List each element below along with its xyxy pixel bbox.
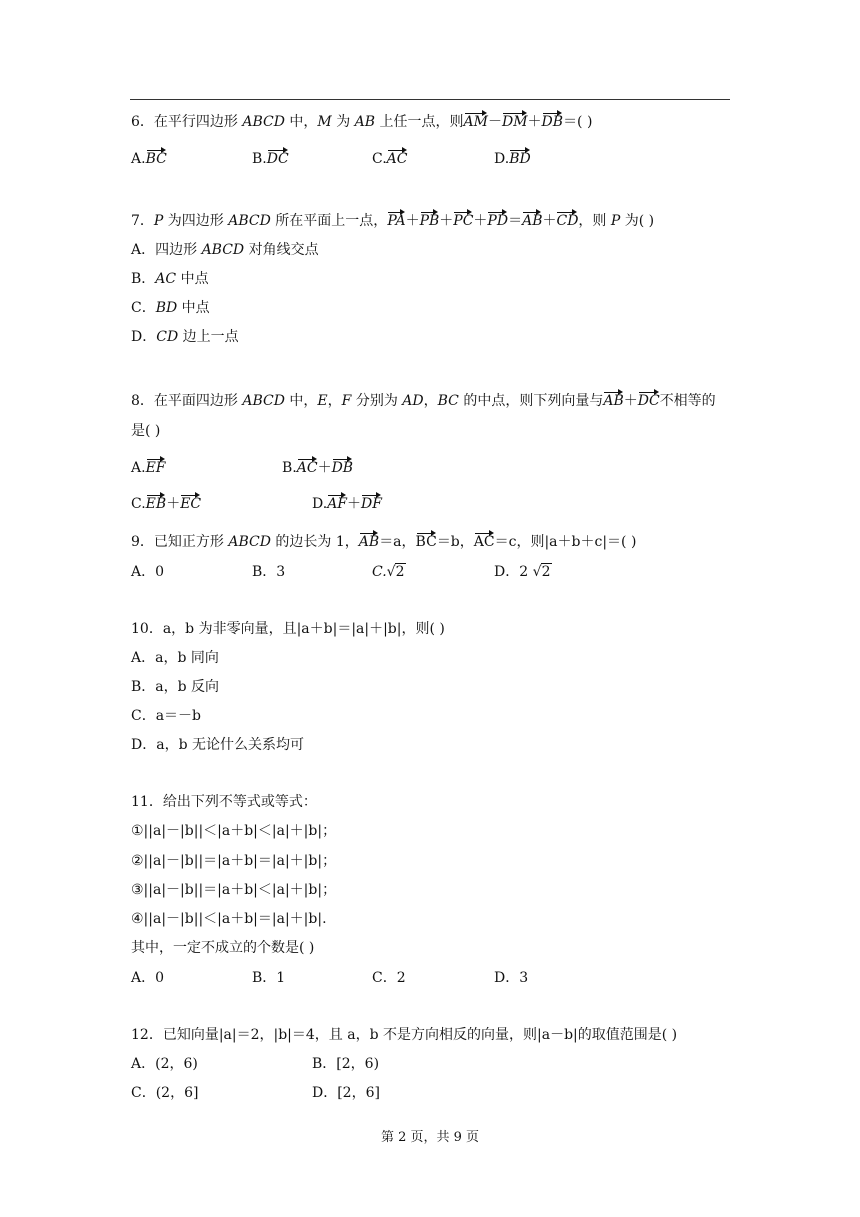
option-var: AC <box>155 271 177 287</box>
q6-text: 中， <box>284 114 318 130</box>
q8-var: AD <box>402 393 424 409</box>
vector-ac: AC <box>473 534 495 550</box>
q8-var: F <box>341 393 352 409</box>
operator: ＋ <box>542 213 557 229</box>
q10-option-d[interactable]: D．a，b 无论什么关系均可 <box>131 737 304 753</box>
option-label: A．四边形 <box>131 242 202 258</box>
option-label: A. <box>131 460 146 476</box>
q12-option-a[interactable]: A．(2，6) <box>131 1056 198 1072</box>
q8-text: 中， <box>284 393 318 409</box>
operator: ＋ <box>347 496 362 512</box>
option-label: B． <box>131 271 156 287</box>
q9-text: 的边长为 1， <box>270 534 359 550</box>
option-label: C. <box>372 564 387 580</box>
option-var: BD <box>155 300 178 316</box>
vector-am: AM <box>463 114 488 130</box>
option-label: C. <box>372 151 387 167</box>
header-rule <box>130 99 730 100</box>
q11-item-3: ③||a|－|b||＝|a＋b|＜|a|＋|b|； <box>131 882 337 898</box>
q8-option-c[interactable] <box>131 494 201 514</box>
q7-var: ABCD <box>228 213 271 229</box>
question-9-stem <box>131 532 636 552</box>
option-label: C． <box>131 300 156 316</box>
operator: ＋ <box>473 213 488 229</box>
q7-option-b[interactable] <box>131 269 209 289</box>
q7-text: 为四边形 <box>163 213 229 229</box>
vector: BC <box>145 151 167 167</box>
option-label: D．2 <box>494 564 533 580</box>
q11-option-d[interactable]: D．3 <box>494 970 529 986</box>
page-footer: 第 2 页，共 9 页 <box>380 1130 480 1145</box>
operator: ＋ <box>527 114 542 130</box>
operator: ＋ <box>623 393 638 409</box>
option-label: D． <box>131 329 157 345</box>
vector: DF <box>361 496 382 512</box>
vector-pc: PC <box>453 213 474 229</box>
vector-pb: PB <box>419 213 440 229</box>
operator: － <box>487 114 502 130</box>
q8-option-d[interactable] <box>312 494 382 514</box>
radicand: 2 <box>541 564 551 580</box>
sqrt-symbol <box>387 562 406 582</box>
q8-text: ， <box>423 393 438 409</box>
question-6-stem <box>131 112 592 132</box>
q7-option-a[interactable] <box>131 240 319 260</box>
q12-option-c[interactable]: C．(2，6] <box>131 1085 199 1101</box>
q11-question: 其中，一定不成立的个数是( ) <box>131 940 315 956</box>
question-12-stem: 12．已知向量|a|＝2，|b|＝4，且 a，b 不是方向相反的向量，则|a－b|的取值范围是( ) <box>131 1027 678 1043</box>
option-label: A. <box>131 151 146 167</box>
option-label: D. <box>494 151 510 167</box>
q11-item-2: ②||a|－|b||＝|a＋b|＝|a|＋|b|； <box>131 853 337 869</box>
q6-option-a[interactable] <box>131 149 167 169</box>
q9-text: ＝c，则|a＋b＋c|＝( ) <box>494 534 637 550</box>
q7-text: 所在平面上一点， <box>270 213 388 229</box>
q9-text: 9．已知正方形 <box>131 534 229 550</box>
q8-text: 的中点，则下列向量与 <box>458 393 604 409</box>
option-label: C. <box>131 496 146 512</box>
vector-dm: DM <box>501 114 528 130</box>
vector: AF <box>327 496 348 512</box>
q9-text: ＝a， <box>379 534 416 550</box>
q8-option-b[interactable] <box>282 458 353 478</box>
q9-text: ＝b， <box>436 534 474 550</box>
q6-var: ABCD <box>242 114 285 130</box>
q6-var: AB <box>354 114 376 130</box>
option-text: 对角线交点 <box>244 242 319 258</box>
vector-ab: AB <box>358 534 380 550</box>
q8-stem-line2: 是( ) <box>131 423 161 439</box>
q11-item-4: ④||a|－|b||＜|a＋b|＝|a|＋|b|. <box>131 911 327 927</box>
q7-text: ，则 <box>578 213 611 229</box>
vector: EC <box>180 496 202 512</box>
q6-text: 6．在平行四边形 <box>131 114 243 130</box>
vector-ab: AB <box>603 393 624 409</box>
vector: BD <box>509 151 531 167</box>
operator: ＋ <box>317 460 332 476</box>
q6-text: 为 <box>331 114 355 130</box>
q9-option-c[interactable] <box>372 562 406 582</box>
q6-option-d[interactable] <box>494 149 531 169</box>
option-label: B. <box>252 151 267 167</box>
question-10-stem: 10．a，b 为非零向量，且|a＋b|＝|a|＋|b|，则( ) <box>131 621 445 637</box>
vector-dc: DC <box>637 393 660 409</box>
q9-option-a[interactable]: A．0 <box>131 564 165 580</box>
vector-ab: AB <box>522 213 543 229</box>
option-var: ABCD <box>201 242 245 258</box>
q12-option-b[interactable]: B．[2，6) <box>312 1056 380 1072</box>
option-text: 边上一点 <box>178 329 239 345</box>
operator: ＋ <box>166 496 181 512</box>
q10-option-a[interactable]: A．a，b 同向 <box>131 650 219 666</box>
q6-text: ＝( ) <box>563 114 593 130</box>
operator: ＝ <box>508 213 523 229</box>
q8-var: BC <box>437 393 459 409</box>
q9-var: ABCD <box>228 534 271 550</box>
q9-option-d[interactable] <box>494 562 552 582</box>
vector-db: DB <box>541 114 564 130</box>
option-label: D. <box>312 496 328 512</box>
option-var: CD <box>156 329 179 345</box>
q6-option-b[interactable] <box>252 149 289 169</box>
operator: ＋ <box>439 213 454 229</box>
q11-option-c[interactable]: C．2 <box>372 970 406 986</box>
q8-var: ABCD <box>242 393 285 409</box>
q6-option-c[interactable] <box>372 149 408 169</box>
sqrt-symbol <box>533 562 552 582</box>
q11-option-a[interactable]: A．0 <box>131 970 165 986</box>
q12-option-d[interactable]: D．[2，6] <box>312 1085 380 1101</box>
q6-text: 上任一点，则 <box>375 114 464 130</box>
vector: EB <box>145 496 167 512</box>
option-text: 中点 <box>176 271 209 287</box>
vector: DC <box>266 151 289 167</box>
q10-option-b[interactable]: B．a，b 反向 <box>131 679 220 695</box>
q8-text: ， <box>327 393 342 409</box>
vector: AC <box>386 151 408 167</box>
radicand: 2 <box>395 564 405 580</box>
q8-text: 不相等的 <box>659 393 716 409</box>
vector-cd: CD <box>556 213 579 229</box>
vector-pa: PA <box>387 213 406 229</box>
question-11-stem: 11．给出下列不等式或等式： <box>131 794 317 810</box>
vector: AC <box>296 460 318 476</box>
vector: EF <box>145 460 166 476</box>
option-label: B. <box>282 460 297 476</box>
question-8-stem <box>131 391 716 411</box>
q7-option-c[interactable] <box>131 298 210 318</box>
q8-text: 8．在平面四边形 <box>131 393 243 409</box>
q11-option-b[interactable]: B．1 <box>252 970 286 986</box>
q7-var: P <box>610 213 621 229</box>
q8-text: 分别为 <box>351 393 403 409</box>
option-text: 中点 <box>177 300 210 316</box>
q6-var: M <box>317 114 332 130</box>
q7-var: P <box>153 213 164 229</box>
q7-option-d[interactable] <box>131 327 239 347</box>
q11-item-1: ①||a|－|b||＜|a＋b|＜|a|＋|b|； <box>131 823 337 839</box>
vector-bc: BC <box>415 534 437 550</box>
q9-option-b[interactable]: B．3 <box>252 564 286 580</box>
q7-text: 7． <box>131 213 154 229</box>
vector: DB <box>331 460 354 476</box>
vector-pd: PD <box>487 213 509 229</box>
q7-text: 为( ) <box>620 213 655 229</box>
operator: ＋ <box>405 213 420 229</box>
q8-option-a[interactable] <box>131 458 166 478</box>
q10-option-c[interactable]: C．a＝－b <box>131 708 202 724</box>
question-7-stem <box>131 211 654 231</box>
q8-var: E <box>317 393 328 409</box>
